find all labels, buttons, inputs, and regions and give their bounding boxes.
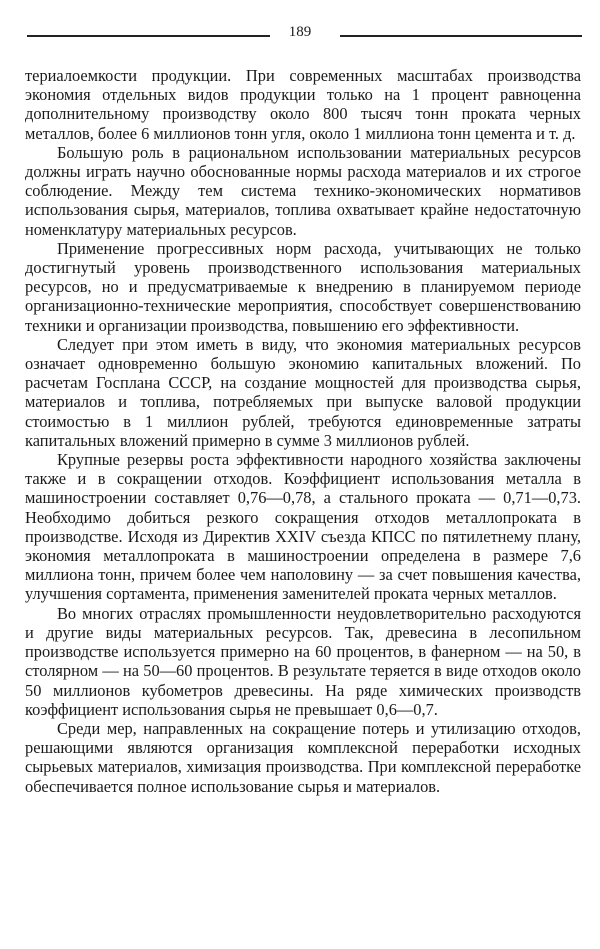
paragraph: Крупные резервы роста эффективности народного хозяйства заключены также и в сокращении отходов. Коэффициент использования металла в машиностроении составляет 0,76—0,78, а стального проката — 0,71—0,73. Необходимо добиться резкого сокращения отходов металлопроката в производстве. Исходя из Директив XXIV съезда КПСС по пятилетнему плану, экономия металлопроката в машиностроении определена в размере 7,6 миллиона тонн, причем более чем наполовину — за счет повышения качества, улучшения сортамента, применения заменителей проката черных металлов. (25, 450, 581, 604)
paragraph: Следует при этом иметь в виду, что экономия материальных ресурсов означает одновременно большую экономию капитальных вложений. По расчетам Госплана СССР, на создание мощностей для производства сырья, материалов и топлива, потребляемых при выпуске валовой продукции стоимостью в 1 миллион рублей, требуются единовременные затраты капитальных вложений примерно в сумме 3 миллионов рублей. (25, 334, 581, 450)
paragraph-continuation: териалоемкости продукции. При современных масштабах производства экономия отдельных видов продукции только на 1 процент равноценна дополнительному производству около 800 тысяч тонн проката черных металлов, более 6 миллионов тонн угля, около 1 миллиона тонн цемента и т. д. (25, 66, 581, 143)
page-body (25, 66, 581, 796)
paragraph: Среди мер, направленных на сокращение потерь и утилизацию отходов, решающими являются организация комплексной переработки исходных сырьевых материалов, химизация производства. При комплексной переработке обеспечивается полное использование сырья и материалов. (25, 718, 581, 796)
header-rule-left (27, 35, 270, 37)
paragraph: Большую роль в рациональном использовании материальных ресурсов должны играть научно обоснованные нормы расхода материалов и их строгое соблюдение. Между тем система технико-экономических нормативов использования сырья, материалов, топлива охватывает крайне недостаточную номенклатуру материальных ресурсов. (25, 142, 581, 239)
paragraph: Во многих отраслях промышленности неудовлетворительно расходуются и другие виды материальных ресурсов. Так, древесина в лесопильном производстве используется примерно на 60 процентов, в фанерном — на 50, в столярном — на 50—60 процентов. В результате теряется в виде отходов около 50 миллионов кубометров древесины. На ряде химических производств коэффициент использования сырья не превышает 0,6—0,7. (25, 603, 581, 719)
paragraph: Применение прогрессивных норм расхода, учитывающих не только достигнутый уровень производственного использования материальных ресурсов, но и предусматриваемые к внедрению в планируемом периоде организационно-технические мероприятия, способствует совершенствованию техники и организации производства, повышению его эффективности. (25, 238, 581, 335)
page-header (0, 24, 600, 48)
header-rule-right (340, 35, 582, 37)
page-number: 189 (288, 24, 312, 40)
